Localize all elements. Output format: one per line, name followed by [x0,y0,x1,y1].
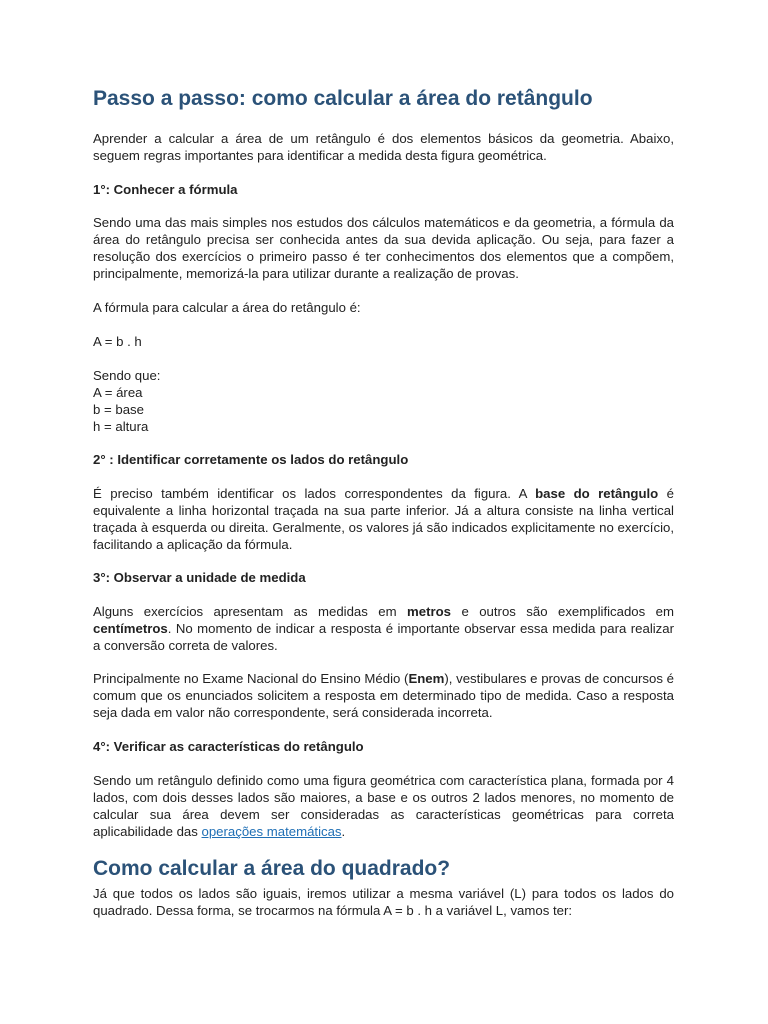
step3-paragraph-1: Alguns exercícios apresentam as medidas em metros e outros são exemplificados em centímetros. No momento de indicar a resposta é importante observar essa medida para realizar a conversão correta de valores. [93,604,674,653]
article-title: Passo a passo: como calcular a área do retângulo [93,87,593,110]
step4-paragraph: Sendo um retângulo definido como uma figura geométrica com característica plana, formada por 4 lados, com dois desses lados são maiores, a base e os outros 2 lados menores, no momento de calcular sua área devem ser consideradas as características geométricas para correta aplicabilidade das operações matemáticas. [93,773,674,839]
step2-heading: 2° : Identificar corretamente os lados do retângulo [93,452,409,467]
bold-centimetros: centímetros [93,621,168,636]
formula-intro: A fórmula para calcular a área do retângulo é: [93,300,361,315]
section2-paragraph: Já que todos os lados são iguais, iremos utilizar a mesma variável (L) para todos os lados do quadrado. Dessa forma, se trocarmos na fórmula A = b . h a variável L, vamos ter: [93,886,674,918]
step1-paragraph: Sendo uma das mais simples nos estudos dos cálculos matemáticos e da geometria, a fórmula da área do retângulo precisa ser conhecida antes da sua devida aplicação. Ou seja, para fazer a resolução dos exercícios o primeiro passo é ter conhecimentos dos elementos que a compõem, principalmente, memorizá-la para utilizar durante a realização de provas. [93,215,674,281]
section2-title: Como calcular a área do quadrado? [93,857,451,880]
step4-heading: 4°: Verificar as características do retângulo [93,739,364,754]
legend-item-height: h = altura [93,419,149,434]
step1-heading: 1°: Conhecer a fórmula [93,182,238,197]
formula-legend [93,367,674,435]
step2-paragraph: É preciso também identificar os lados correspondentes da figura. A base do retângulo é equivalente a linha horizontal traçada na sua parte inferior. Já a altura consiste na linha vertical traçada à esquerda ou direita. Geralmente, os valores já são indicados explicitamente no exercício, facilitando a aplicação da fórmula. [93,486,675,552]
step3-heading: 3°: Observar a unidade de medida [93,570,306,585]
formula-text: A = b . h [93,334,142,349]
bold-metros: metros [407,604,452,619]
legend-title: Sendo que: [93,368,161,383]
legend-item-area: A = área [93,385,143,400]
intro-paragraph: Aprender a calcular a área de um retângulo é dos elementos básicos da geometria. Abaixo, seguem regras importantes para identificar a medida desta figura geométrica. [93,131,674,163]
bold-base-term: base do retângulo [535,486,659,501]
bold-enem: Enem [408,671,445,686]
step3-paragraph-2: Principalmente no Exame Nacional do Ensino Médio (Enem), vestibulares e provas de concursos é comum que os enunciados solicitem a resposta em determinado tipo de medida. Caso a resposta seja dada em valor não correspondente, será considerada incorreta. [93,671,674,720]
operacoes-matematicas-link[interactable]: operações matemáticas [201,824,342,839]
legend-item-base: b = base [93,402,144,417]
